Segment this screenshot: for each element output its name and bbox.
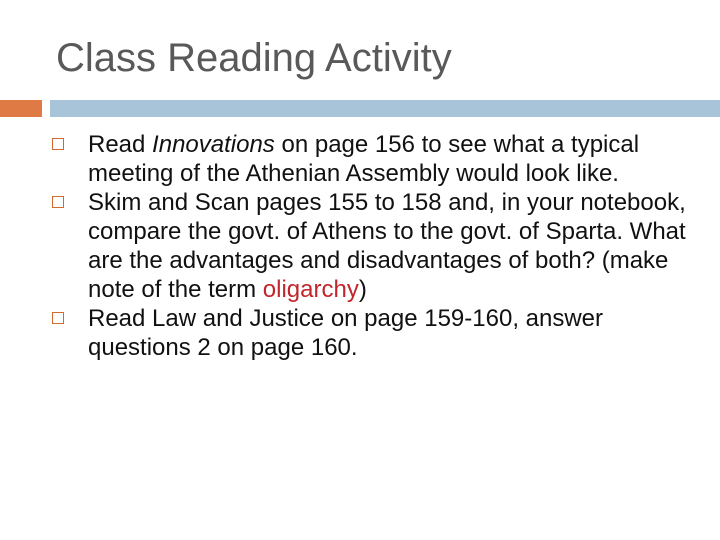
square-outline-icon <box>52 138 64 150</box>
bullet-text-suffix: ) <box>358 276 367 303</box>
bullet-text-suffix: on page 156 to see what a typical meeting of the Athenian Assembly would look like. <box>88 131 640 187</box>
book-section-title: Innovations <box>152 131 275 158</box>
bullet-item-innovations <box>52 130 692 188</box>
bullet-item-law-and-justice <box>52 304 692 362</box>
bullet-item-compare-governments <box>52 188 692 304</box>
bullet-list <box>52 130 692 362</box>
slide-title: Class Reading Activity <box>56 36 452 80</box>
highlighted-term: oligarchy <box>262 276 359 303</box>
bullet-text: Read Law and Justice on page 159-160, answer questions 2 on page 160. <box>88 305 604 361</box>
accent-bar-blue <box>50 100 720 117</box>
square-outline-icon <box>52 312 64 324</box>
accent-bar-orange <box>0 100 42 117</box>
bullet-text-prefix: Read <box>88 131 153 158</box>
square-outline-icon <box>52 196 64 208</box>
bullet-text-prefix: Skim and Scan pages 155 to 158 and, in your notebook, compare the govt. of Athens to the govt. of Sparta. What are the advantages and disadvantages of both? (make note of the term <box>88 189 686 303</box>
